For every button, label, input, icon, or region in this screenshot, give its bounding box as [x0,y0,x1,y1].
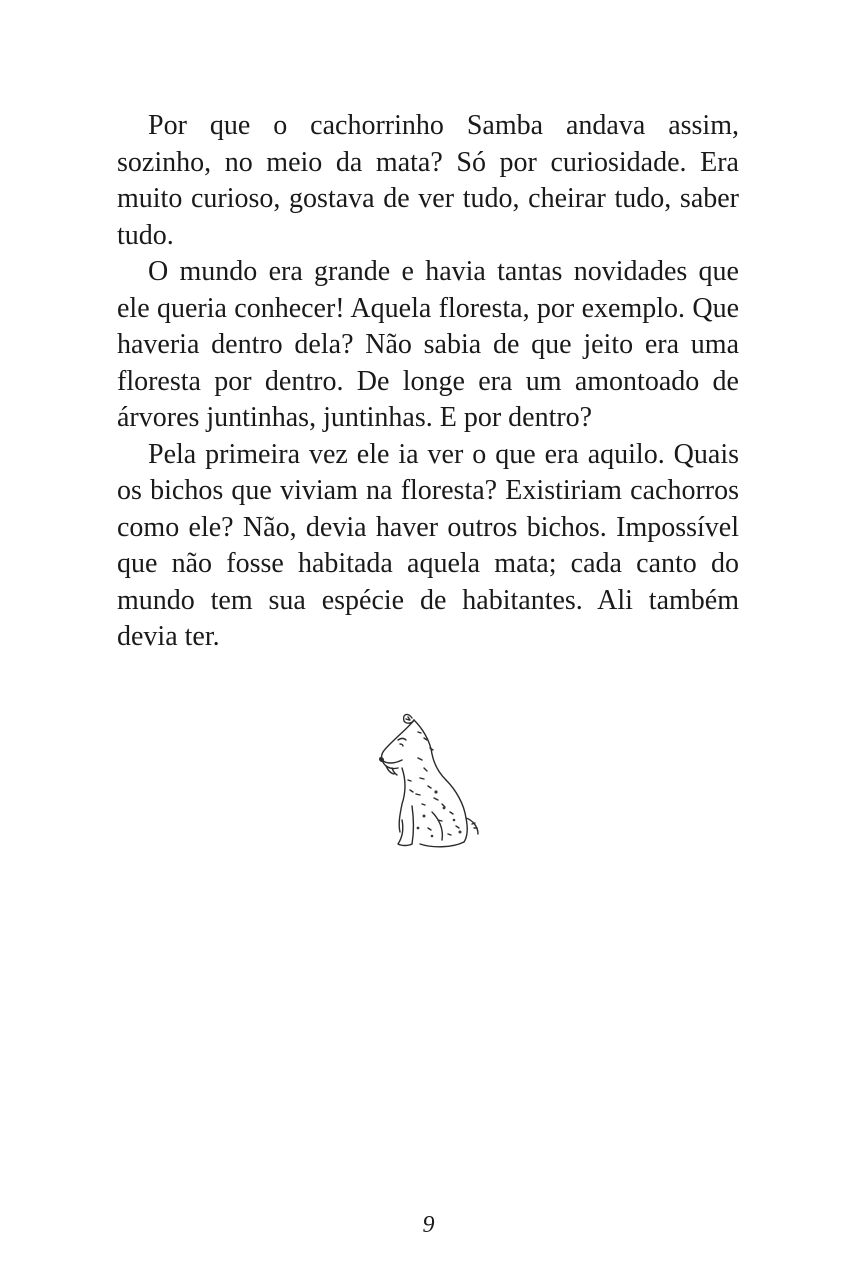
paragraph-1: Por que o cachorrinho Samba andava assim, sozinho, no meio da mata? Só por curiosidade. Era muito curioso, gostava de ver tudo, cheirar tudo, saber tudo. [117,110,739,251]
paragraph-2: O mundo era grande e havia tantas novidades que ele queria conhecer! Aquela floresta, por exemplo. Que haveria dentro dela? Não sabia de que jeito era uma floresta por dentro. De longe era um amontoado de árvores juntinhas, juntinhas. E por dentro? [117,256,739,433]
paragraph-3: Pela primeira vez ele ia ver o que era aquilo. Quais os bichos que viviam na floresta? Existiriam cachorros como ele? Não, devia haver outros bichos. Impossível que não fosse habitada aquela mata; cada canto do mundo tem sua espécie de habitantes. Ali também devia ter. [117,438,739,652]
page-number: 9 [422,1212,435,1238]
sitting-dog-sketch-icon [372,708,484,850]
body-text [117,108,739,656]
